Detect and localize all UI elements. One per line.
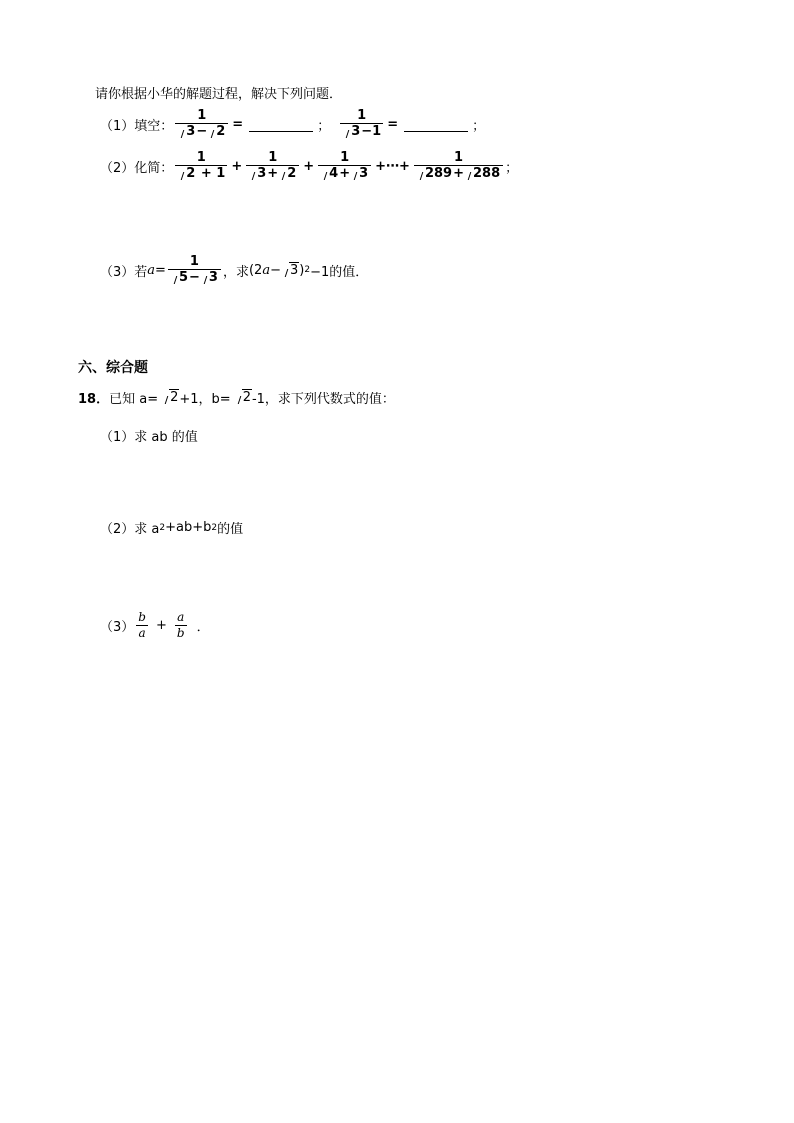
question-18: [78, 388, 395, 407]
q18-part-3: [100, 610, 210, 641]
radical-sign: [178, 166, 196, 182]
intro-text: [95, 83, 342, 102]
operator: −: [196, 124, 208, 139]
radical-sign: [279, 166, 297, 182]
end-mark: ；: [505, 160, 519, 176]
radicand: 5: [178, 270, 188, 285]
intro-label: 请你根据小华的解题过程，解决下列问题．: [95, 87, 343, 102]
radicand: 2: [242, 390, 251, 405]
plus-sign: +: [303, 158, 315, 174]
fraction-a-over-b: [175, 610, 187, 641]
radical-sign: [343, 124, 361, 140]
question-number: 18．: [78, 392, 110, 407]
answer-blank-2[interactable]: [404, 117, 468, 132]
denominator: b: [176, 626, 185, 640]
separator: ；: [317, 118, 331, 134]
operator: +: [267, 166, 279, 181]
question-2: [100, 150, 518, 182]
numerator: 1: [454, 150, 464, 165]
radical-sign: [171, 270, 189, 286]
variable-a: a: [147, 262, 156, 278]
radicand: 288: [472, 166, 501, 181]
radicand: 4: [329, 166, 339, 181]
radicand: 3: [208, 270, 218, 285]
expr-exponent: 2: [304, 265, 311, 275]
expr-a: a: [262, 262, 271, 278]
q18-part-2: [100, 518, 243, 537]
denominator: [168, 270, 221, 286]
question-1: [100, 108, 485, 140]
end-mark: ．: [196, 620, 210, 635]
exponent: 2: [159, 522, 166, 533]
expr-close: ): [299, 262, 305, 278]
radical-sign: [235, 390, 252, 405]
q3-label: （3）若: [100, 264, 148, 280]
equals-sign: =: [155, 262, 166, 278]
ellipsis-plus: +⋯+: [375, 158, 410, 174]
q1-frac1-numerator: 1: [197, 108, 207, 123]
radicand: 3: [359, 166, 369, 181]
q18-text-a: 已知 a=: [109, 392, 159, 407]
exponent: 2: [211, 522, 218, 533]
equals-sign: =: [387, 116, 399, 132]
radicand: 3: [351, 124, 361, 139]
expr-tail: −1的值．: [310, 264, 369, 280]
q2-term-2: [246, 150, 299, 182]
denominator: [318, 166, 371, 182]
denominator: a: [138, 626, 146, 640]
numerator: 1: [189, 254, 199, 269]
q1-frac2-numerator: 1: [357, 108, 367, 123]
radical-sign: [249, 166, 267, 182]
numerator: 1: [268, 150, 278, 165]
operator: +: [453, 166, 464, 181]
denominator-rest: + 1: [196, 166, 226, 181]
q18-text-c: -1，求下列代数式的值：: [251, 392, 395, 407]
radicand: 2: [186, 166, 196, 181]
radical-sign: [208, 124, 226, 140]
radicand: 2: [287, 166, 297, 181]
end-mark: ；: [472, 118, 486, 134]
expr-minus: −: [270, 262, 281, 278]
plus-sign: +: [155, 618, 167, 633]
part-2-pre: （2）求 a: [100, 522, 160, 537]
q1-frac2-denominator: [340, 124, 383, 140]
q2-term-4: [414, 150, 503, 182]
numerator: b: [138, 610, 146, 624]
radical-sign: [201, 270, 219, 286]
section-heading: [78, 357, 148, 377]
radicand: 2: [216, 124, 226, 139]
q3-mid-text: ，求: [222, 264, 249, 280]
radical-sign: [417, 166, 453, 182]
radicand: 2: [170, 390, 179, 405]
radical-sign: [351, 166, 369, 182]
radicand: 3: [186, 124, 196, 139]
radical-sign: [178, 124, 196, 140]
radical-sign: [282, 263, 299, 278]
part-3-label: （3）: [100, 620, 135, 635]
operator: −: [189, 270, 200, 285]
numerator: 1: [196, 150, 206, 165]
q2-term-1: [175, 150, 227, 182]
numerator: a: [177, 610, 185, 624]
question-3: [100, 254, 368, 286]
denominator: [246, 166, 299, 182]
part-2-mid: +ab+b: [165, 520, 212, 535]
expr-open: (2: [248, 262, 263, 278]
part-1-text: （1）求 ab 的值: [100, 430, 198, 445]
answer-blank-1[interactable]: [249, 117, 313, 132]
q2-term-3: [318, 150, 371, 182]
plus-sign: +: [231, 158, 243, 174]
q1-fraction-2: [340, 108, 383, 140]
radicand: 3: [289, 262, 299, 278]
denominator-rest: −1: [361, 124, 382, 139]
q1-frac1-denominator: [175, 124, 228, 140]
q3-fraction: [168, 254, 221, 286]
q2-label: （2）化简：: [100, 160, 174, 176]
radicand: 3: [257, 166, 267, 181]
denominator: [414, 166, 503, 182]
numerator: 1: [340, 150, 350, 165]
radicand: 289: [424, 166, 453, 181]
denominator: [175, 166, 227, 182]
radical-sign: [465, 166, 501, 182]
q1-fraction-1: [175, 108, 228, 140]
q1-label: （1）填空：: [100, 118, 174, 134]
radical-sign: [321, 166, 339, 182]
radical-sign: [162, 390, 179, 405]
equals-sign: =: [232, 116, 244, 132]
q18-part-1: [100, 426, 198, 445]
section-title: 六、综合题: [78, 360, 148, 376]
q18-text-b: +1，b=: [179, 392, 231, 407]
fraction-b-over-a: [136, 610, 148, 641]
operator: +: [339, 166, 351, 181]
part-2-post: 的值: [217, 522, 244, 537]
